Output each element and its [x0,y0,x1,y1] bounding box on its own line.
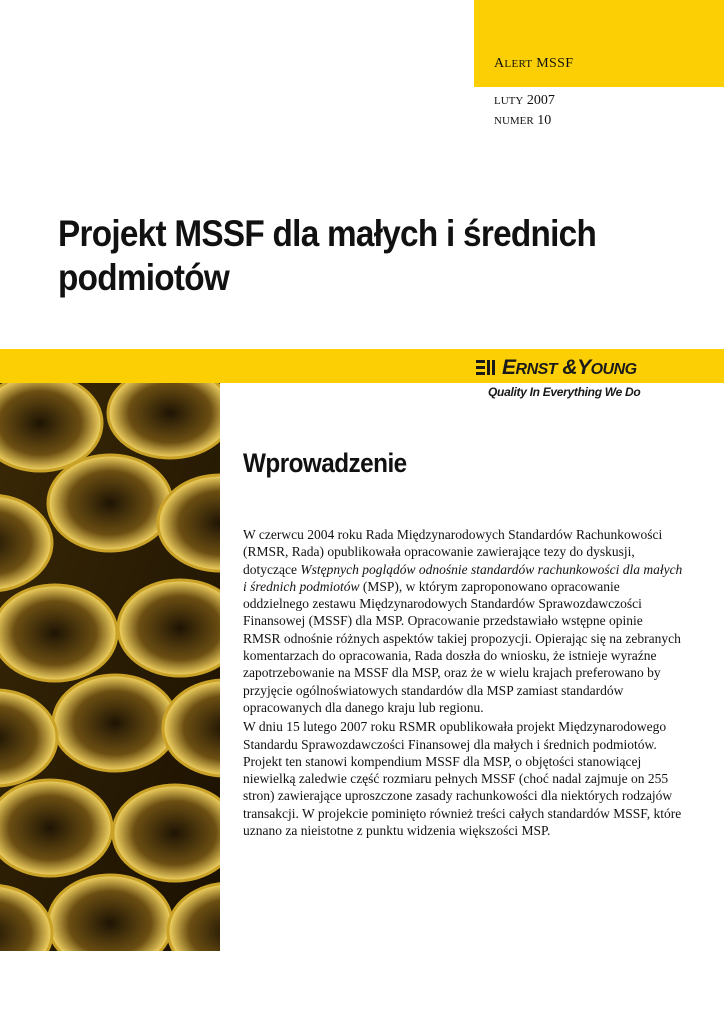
title-line-2: podmiotów [58,257,230,298]
publication-label: ALERT MSSF [494,56,574,71]
article-body [243,526,683,841]
gold-tubes-photo [0,383,220,951]
header-yellow-block [474,0,724,87]
brand-tagline: Quality In Everything We Do [488,385,641,399]
issue-number: NUMER 10 [494,113,552,128]
title-line-1: Projekt MSSF dla małych i średnich [58,213,597,254]
issue-date: LUTY 2007 [494,93,555,108]
paragraph-1: W czerwcu 2004 roku Rada Międzynarodowych Standardów Rachunkowości (RMSR, Rada) opublikowała opracowanie zawierające tezy do dyskusji, dotyczące Wstępnych poglądów odnośnie standardów rachunkowości dla małych i średnich podmiotów (MSP), w którym zaproponowano opracowanie oddzielnego zestawu Międzynarodowych Standardów Sprawozdawczości Finansowej (MSSF) dla MSP. Opracowanie przedstawiało wstępne opinie RMSR odnośnie różnych aspektów takiej propozycji. Opierając się na zebranych komentarzach do opracowania, Rada doszła do wniosku, że istnieje wyraźne zapotrzebowanie na MSSF dla MSP, oraz że w wielu krajach preferowano by przyjęcie ogólnoświatowych standardów dla MSP zamiast standardów opracowanych dla danego kraju lub regionu. [243,527,683,715]
gold-tubes-image [0,383,220,951]
brand-name: ERNST &YOUNG [502,356,637,379]
section-heading: Wprowadzenie [243,448,407,478]
page-title [58,212,634,300]
ey-logo-mark-icon [476,359,496,377]
ernst-young-logo [476,356,637,380]
paragraph-2: W dniu 15 lutego 2007 roku RSMR opublikowała projekt Międzynarodowego Standardu Sprawozdawczości Finansowej dla małych i średnich podmiotów. Projekt ten stanowi kompendium MSSF dla MSP, o objętości stanowiącej niewielką zaledwie część rozmiaru pełnych MSSF (choć nadal zajmuje on 255 stron) zawierające uproszczone zasady rachunkowości dla niektórych rodzajów transakcji. W projekcie pominięto również treści całych standardów MSSF, które uznano za nieistotne z punktu widzenia większości MSP. [243,719,682,839]
